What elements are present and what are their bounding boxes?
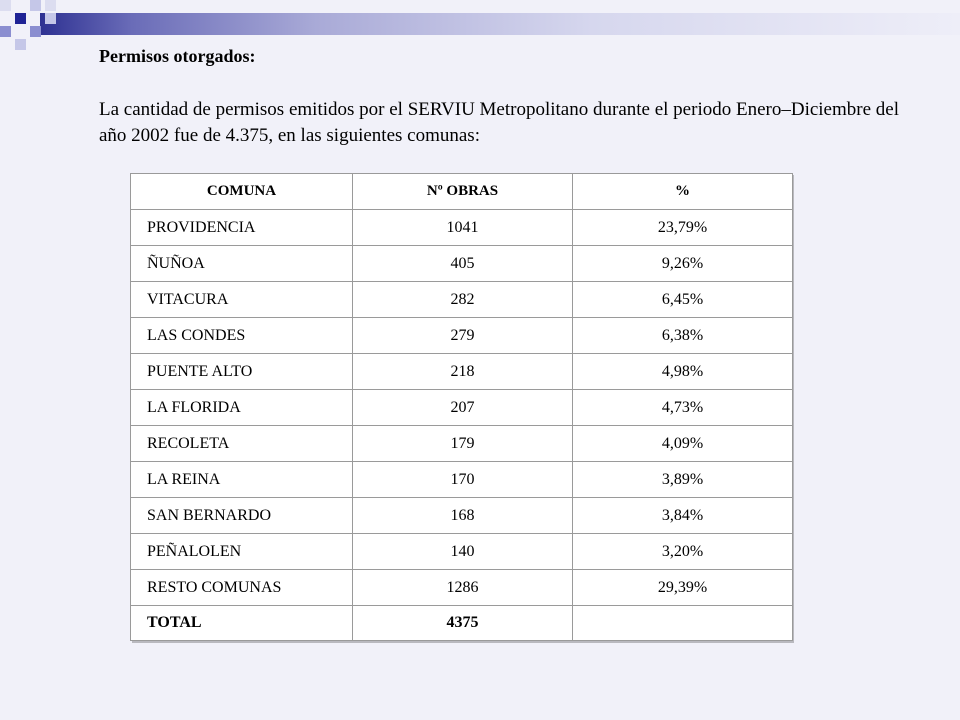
cell-percent: 4,98% [573,354,793,390]
deco-square [45,0,56,11]
cell-obras: 405 [353,246,573,282]
cell-comuna: LA FLORIDA [131,390,353,426]
table-header-row [131,174,793,210]
cell-obras: 168 [353,498,573,534]
cell-obras: 1286 [353,570,573,606]
cell-comuna: VITACURA [131,282,353,318]
table-row [131,318,793,354]
section-heading: Permisos otorgados: [99,46,256,66]
permits-table-container [130,173,792,641]
table-row [131,354,793,390]
deco-square [15,39,26,50]
cell-percent: 3,84% [573,498,793,534]
deco-square [30,0,41,11]
cell-total-label: TOTAL [131,606,353,641]
cell-obras: 207 [353,390,573,426]
table-row [131,246,793,282]
cell-obras: 279 [353,318,573,354]
cell-percent: 3,89% [573,462,793,498]
table-row [131,390,793,426]
cell-obras: 179 [353,426,573,462]
cell-comuna: PEÑALOLEN [131,534,353,570]
cell-obras: 170 [353,462,573,498]
header-comuna: COMUNA [131,174,353,210]
cell-total-percent [573,606,793,641]
deco-square [45,13,56,24]
cell-percent: 29,39% [573,570,793,606]
deco-square [30,26,41,37]
deco-square [15,13,26,24]
intro-paragraph: La cantidad de permisos emitidos por el SERVIU Metropolitano durante el periodo Enero–Diciembre del año 2002 fue de 4.375, en las siguientes comunas: [99,99,899,146]
cell-percent: 4,73% [573,390,793,426]
deco-square [0,26,11,37]
header-percent: % [573,174,793,210]
cell-percent: 6,38% [573,318,793,354]
cell-total-obras: 4375 [353,606,573,641]
cell-obras: 1041 [353,210,573,246]
table-row [131,282,793,318]
deco-square [0,0,11,11]
table-row [131,534,793,570]
cell-percent: 23,79% [573,210,793,246]
permits-table [130,173,793,641]
cell-comuna: RESTO COMUNAS [131,570,353,606]
cell-obras: 282 [353,282,573,318]
cell-comuna: LAS CONDES [131,318,353,354]
cell-comuna: LA REINA [131,462,353,498]
cell-obras: 140 [353,534,573,570]
cell-percent: 3,20% [573,534,793,570]
cell-comuna: PUENTE ALTO [131,354,353,390]
cell-percent: 9,26% [573,246,793,282]
table-row [131,210,793,246]
cell-comuna: PROVIDENCIA [131,210,353,246]
cell-obras: 218 [353,354,573,390]
table-total-row [131,606,793,641]
cell-comuna: RECOLETA [131,426,353,462]
table-row [131,426,793,462]
table-row [131,462,793,498]
cell-percent: 4,09% [573,426,793,462]
cell-percent: 6,45% [573,282,793,318]
header-obras: Nº OBRAS [353,174,573,210]
header-gradient-bar [40,13,960,35]
table-row [131,570,793,606]
cell-comuna: ÑUÑOA [131,246,353,282]
cell-comuna: SAN BERNARDO [131,498,353,534]
table-row [131,498,793,534]
